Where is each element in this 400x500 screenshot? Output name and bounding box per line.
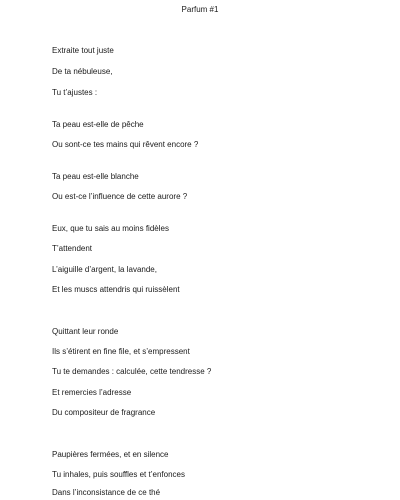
poem-line: Du compositeur de fragrance — [52, 408, 156, 417]
poem-line: Ou est-ce l’influence de cette aurore ? — [52, 192, 188, 201]
poem-line: Et remercies l’adresse — [52, 388, 132, 397]
poem-line: Tu t’ajustes : — [52, 88, 98, 97]
poem-line: De ta nébuleuse, — [52, 67, 113, 76]
poem-line: Ta peau est-elle de pêche — [52, 120, 144, 129]
poem-line: Tu te demandes : calculée, cette tendresse ? — [52, 367, 212, 376]
poem-line: L’aiguille d’argent, la lavande, — [52, 265, 157, 274]
poem-line: Extraite tout juste — [52, 46, 114, 55]
poem-line: Ou sont-ce tes mains qui rêvent encore ? — [52, 140, 199, 149]
poem-line: Ils s’étirent en fine file, et s’empressent — [52, 347, 190, 356]
poem-line: Tu inhales, puis souffles et t’enfonces — [52, 470, 185, 479]
poem-title: Parfum #1 — [181, 5, 219, 14]
poem-line: Ta peau est-elle blanche — [52, 172, 139, 181]
poem-line: Paupières fermées, et en silence — [52, 450, 169, 459]
poem-line: Quittant leur ronde — [52, 327, 119, 336]
poem-line: Eux, que tu sais au moins fidèles — [52, 224, 169, 233]
poem-line: Dans l’inconsistance de ce thé — [52, 488, 161, 497]
poem-line: T’attendent — [52, 244, 93, 253]
poem-line: Et les muscs attendris qui ruissèlent — [52, 285, 180, 294]
